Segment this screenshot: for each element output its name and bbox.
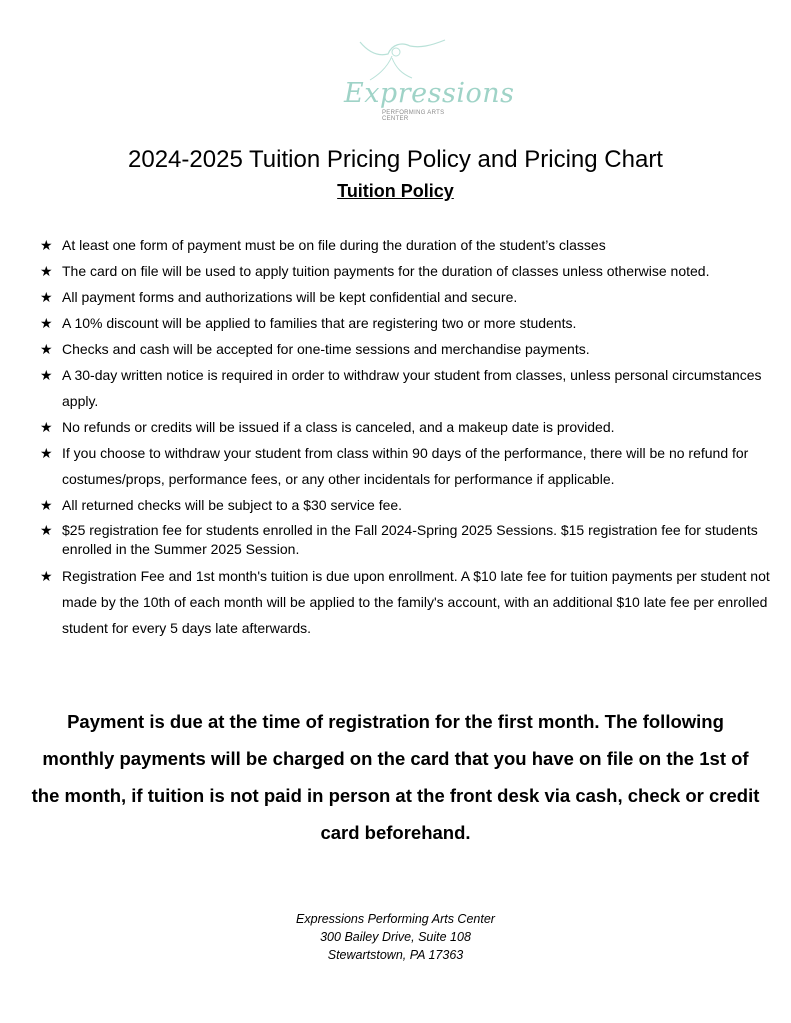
star-icon: ★ (40, 315, 53, 331)
address-city: Stewartstown, PA 17363 (327, 948, 464, 962)
list-item: ★ All payment forms and authorizations will be kept confidential and secure. (40, 284, 780, 310)
list-item: ★ At least one form of payment must be on file during the duration of the student’s classes (40, 232, 780, 258)
logo-tagline: PERFORMING ARTS CENTER (382, 110, 445, 122)
star-icon: ★ (40, 237, 53, 253)
list-item: ★ Checks and cash will be accepted for one-time sessions and merchandise payments. (40, 336, 780, 362)
list-item: ★ $25 registration fee for students enrolled in the Fall 2024-Spring 2025 Sessions. $15 registration fee for students enrolled in the Summer 2025 Session. (40, 522, 758, 557)
logo (330, 34, 515, 122)
list-item: ★ Registration Fee and 1st month's tuition is due upon enrollment. A $10 late fee for tuition payments per student not made by the 10th of each month will be applied to the family's account, with an additional $10 late fee per enrolled student for every 5 days late afterwards. (40, 563, 780, 641)
page-title: 2024-2025 Tuition Pricing Policy and Pricing Chart (128, 146, 663, 173)
address-street: 300 Bailey Drive, Suite 108 (320, 930, 471, 944)
star-icon: ★ (40, 341, 53, 357)
star-icon: ★ (40, 522, 53, 538)
policy-list (40, 232, 780, 641)
list-item: ★ A 10% discount will be applied to families that are registering two or more students. (40, 310, 780, 336)
star-icon: ★ (40, 367, 53, 383)
list-item: ★ All returned checks will be subject to a $30 service fee. (40, 492, 780, 518)
logo-name: Expressions (344, 78, 515, 109)
star-icon: ★ (40, 289, 53, 305)
star-icon: ★ (40, 263, 53, 279)
star-icon: ★ (40, 445, 53, 461)
dancer-icon (330, 34, 470, 84)
payment-notice: Payment is due at the time of registration for the first month. The following monthly payments will be charged on the card that you have on file on the 1st of the month, if tuition is not paid in person at the front desk via cash, check or credit card beforehand. (31, 711, 760, 843)
star-icon: ★ (40, 568, 53, 584)
list-item: ★ The card on file will be used to apply tuition payments for the duration of classes unless otherwise noted. (40, 258, 780, 284)
star-icon: ★ (40, 419, 53, 435)
address-block (0, 910, 791, 964)
list-item: ★ No refunds or credits will be issued if a class is canceled, and a makeup date is provided. (40, 414, 780, 440)
star-icon: ★ (40, 497, 53, 513)
address-name: Expressions Performing Arts Center (296, 912, 495, 926)
list-item: ★ A 30-day written notice is required in order to withdraw your student from classes, unless personal circumstances apply. (40, 362, 780, 414)
section-title: Tuition Policy (337, 181, 454, 201)
list-item: ★ If you choose to withdraw your student from class within 90 days of the performance, there will be no refund for costumes/props, performance fees, or any other incidentals for performance if applicable. (40, 440, 780, 492)
